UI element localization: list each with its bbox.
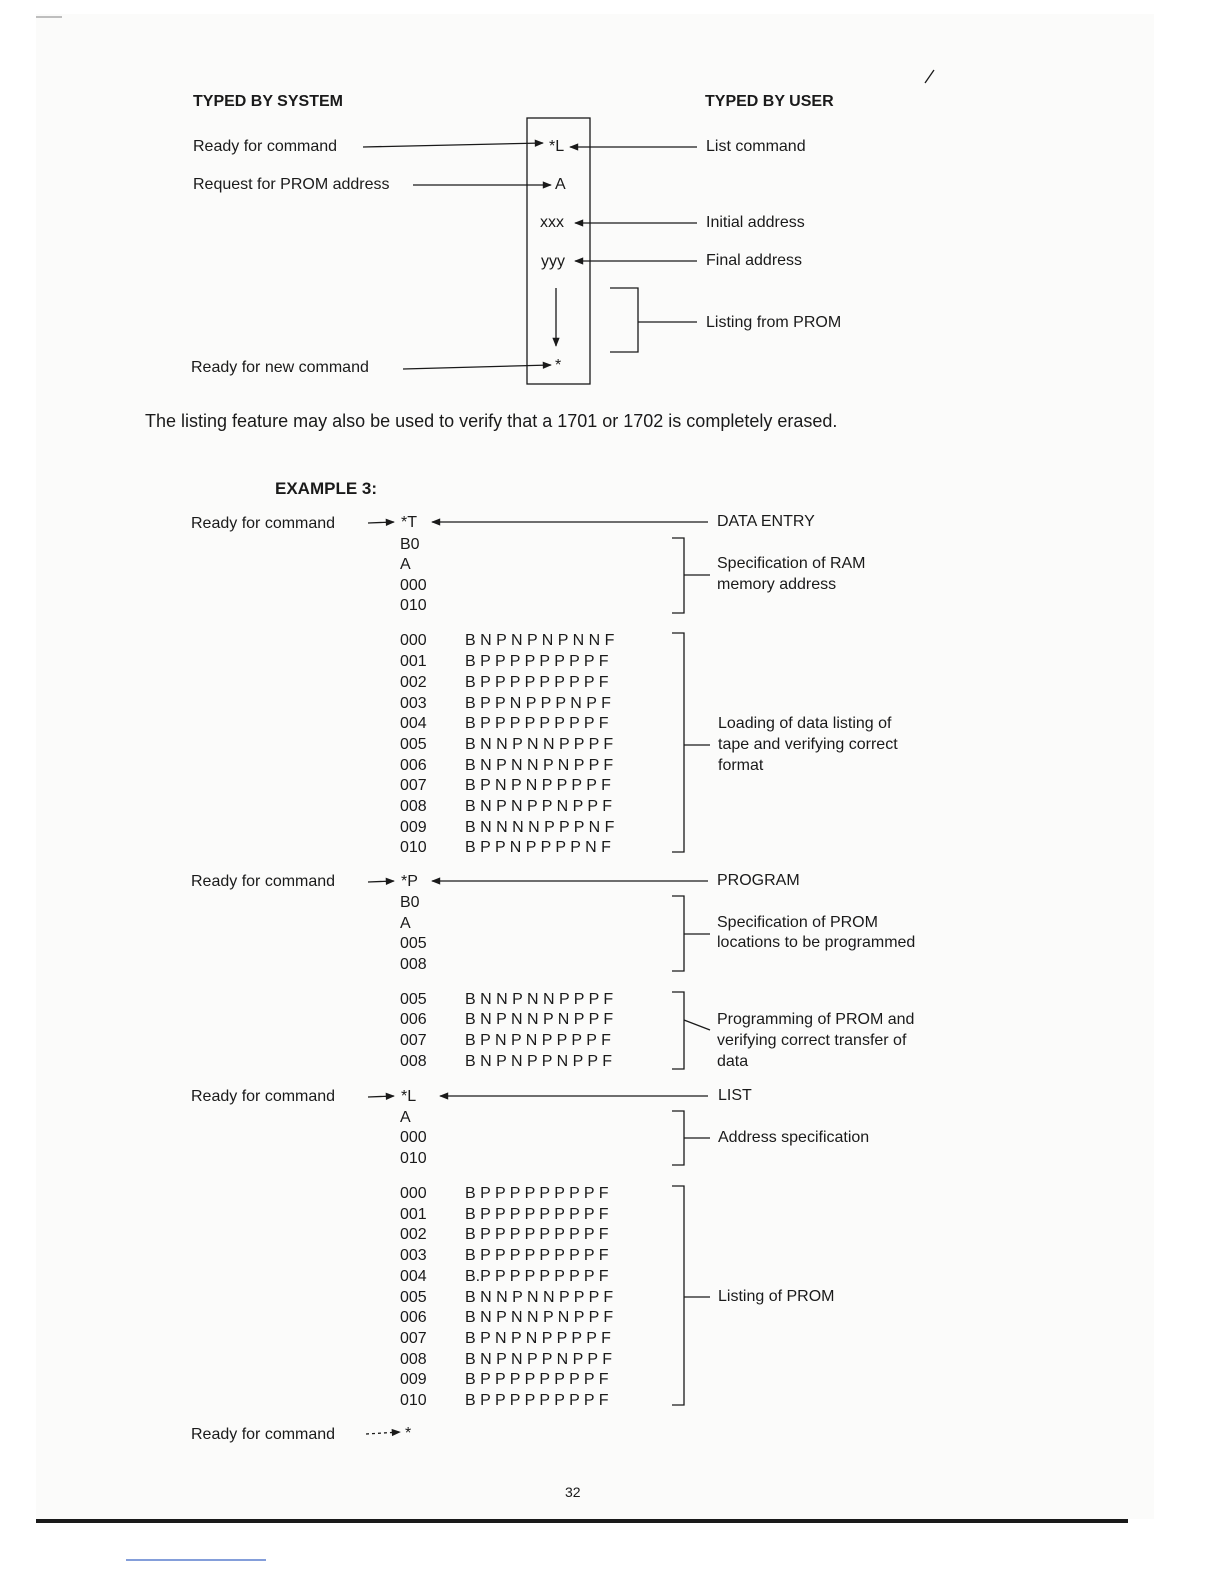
row-bits: B P P P P P P P P F bbox=[465, 653, 609, 670]
spec-line: B0 bbox=[400, 894, 420, 911]
note-ram-spec-2: memory address bbox=[717, 576, 837, 593]
row-address: 005 bbox=[400, 991, 427, 1008]
bracket-spec-1 bbox=[672, 538, 684, 613]
bracket-listing bbox=[610, 288, 638, 352]
row-bits: B N P N N P N P P F bbox=[465, 1011, 614, 1028]
row-bits: B N P N N P N P P F bbox=[465, 757, 614, 774]
spec-line: 008 bbox=[400, 956, 427, 973]
row-bits: B P P P P P P P P F bbox=[465, 1392, 609, 1409]
note-prom-spec-1: Specification of PROM bbox=[717, 914, 878, 931]
arrow-ready-2 bbox=[368, 881, 394, 882]
row-address: 003 bbox=[400, 1247, 427, 1264]
row-address: 004 bbox=[400, 1268, 427, 1285]
row-bits: B N P N P P N P P F bbox=[465, 798, 613, 815]
final-star: * bbox=[405, 1425, 412, 1442]
row-bits: B P N P N P P P P F bbox=[465, 1032, 611, 1049]
pen-tick bbox=[925, 70, 934, 83]
row-bits: B N N N N P P P N F bbox=[465, 819, 615, 836]
arrow-ready-3 bbox=[368, 1096, 394, 1097]
ready-label-2: Ready for command bbox=[191, 873, 336, 890]
note-loading-2: tape and verifying correct bbox=[718, 736, 898, 753]
page-number: 32 bbox=[565, 1484, 581, 1500]
label-final-address: Final address bbox=[706, 252, 803, 269]
col-header-user: TYPED BY USER bbox=[705, 93, 834, 110]
arrow-ready-command bbox=[363, 143, 543, 147]
command-P: *P bbox=[401, 873, 418, 890]
label-list: LIST bbox=[718, 1087, 752, 1104]
row-address: 003 bbox=[400, 695, 427, 712]
label-program: PROGRAM bbox=[717, 872, 800, 889]
note-address-spec: Address specification bbox=[718, 1129, 870, 1146]
command-box bbox=[527, 118, 590, 384]
row-address: 009 bbox=[400, 1371, 427, 1388]
row-address: 006 bbox=[400, 1011, 427, 1028]
spec-line: 005 bbox=[400, 935, 427, 952]
command-T: *T bbox=[401, 514, 417, 531]
arrow-ready-final bbox=[366, 1432, 400, 1434]
row-address: 010 bbox=[400, 1392, 427, 1409]
note-listing-prom: Listing of PROM bbox=[718, 1288, 835, 1305]
note-prom-spec-2: locations to be programmed bbox=[717, 934, 916, 951]
label-ready-new: Ready for new command bbox=[191, 359, 369, 376]
row-bits: B N N P N N P P P F bbox=[465, 1289, 614, 1306]
spec-line: A bbox=[400, 1109, 411, 1126]
row-bits: B N P N N P N P P F bbox=[465, 1309, 614, 1326]
command-L: *L bbox=[401, 1088, 417, 1105]
body-paragraph: The listing feature may also be used to verify that a 1701 or 1702 is completely erased. bbox=[145, 411, 838, 431]
row-address: 008 bbox=[400, 1053, 427, 1070]
label-ready-command: Ready for command bbox=[193, 138, 338, 155]
row-bits: B P P P P P P P P F bbox=[465, 1247, 609, 1264]
spec-line: A bbox=[400, 556, 411, 573]
row-address: 001 bbox=[400, 653, 427, 670]
line-data-2 bbox=[684, 1020, 710, 1030]
row-address: 000 bbox=[400, 1185, 427, 1202]
row-bits: B N P N P N P N N F bbox=[465, 632, 615, 649]
row-address: 006 bbox=[400, 757, 427, 774]
spec-line: 000 bbox=[400, 577, 427, 594]
note-loading-3: format bbox=[718, 757, 764, 774]
row-bits: B P P N P P P N P F bbox=[465, 695, 611, 712]
box-text-star: * bbox=[555, 357, 562, 374]
row-address: 001 bbox=[400, 1206, 427, 1223]
col-header-system: TYPED BY SYSTEM bbox=[193, 93, 343, 110]
bracket-data-2 bbox=[672, 992, 684, 1069]
row-address: 008 bbox=[400, 798, 427, 815]
note-programming-1: Programming of PROM and bbox=[717, 1011, 915, 1028]
spec-line: B0 bbox=[400, 536, 420, 553]
row-bits: B.P P P P P P P P F bbox=[465, 1268, 609, 1285]
ready-label-3: Ready for command bbox=[191, 1088, 336, 1105]
row-bits: B P P P P P P P P F bbox=[465, 1226, 609, 1243]
row-address: 004 bbox=[400, 715, 427, 732]
spec-line: 000 bbox=[400, 1129, 427, 1146]
row-address: 009 bbox=[400, 819, 427, 836]
row-address: 002 bbox=[400, 1226, 427, 1243]
row-address: 006 bbox=[400, 1309, 427, 1326]
row-bits: B P P P P P P P P F bbox=[465, 1206, 609, 1223]
label-list-command: List command bbox=[706, 138, 806, 155]
row-address: 007 bbox=[400, 1330, 427, 1347]
row-bits: B P P P P P P P P F bbox=[465, 1371, 609, 1388]
row-bits: B P N P N P P P P F bbox=[465, 777, 611, 794]
spec-line: 010 bbox=[400, 1150, 427, 1167]
box-text-xxx: xxx bbox=[540, 214, 564, 231]
row-bits: B N P N P P N P P F bbox=[465, 1351, 613, 1368]
row-address: 010 bbox=[400, 839, 427, 856]
row-bits: B P P P P P P P P F bbox=[465, 1185, 609, 1202]
row-address: 000 bbox=[400, 632, 427, 649]
row-bits: B N N P N N P P P F bbox=[465, 736, 614, 753]
ready-label-1: Ready for command bbox=[191, 515, 336, 532]
bracket-data-1 bbox=[672, 633, 684, 852]
row-address: 005 bbox=[400, 1289, 427, 1306]
ready-label-final: Ready for command bbox=[191, 1426, 336, 1443]
arrow-ready-1 bbox=[368, 522, 394, 523]
label-listing-prom: Listing from PROM bbox=[706, 314, 842, 331]
note-programming-2: verifying correct transfer of bbox=[717, 1032, 907, 1049]
spec-line: A bbox=[400, 915, 411, 932]
bracket-spec-3 bbox=[672, 1111, 684, 1165]
box-text-A: A bbox=[555, 176, 566, 193]
box-text-yyy: yyy bbox=[541, 253, 565, 270]
row-bits: B N P N P P N P P F bbox=[465, 1053, 613, 1070]
label-request-address: Request for PROM address bbox=[193, 176, 390, 193]
row-bits: B P P P P P P P P F bbox=[465, 674, 609, 691]
bracket-data-3 bbox=[672, 1186, 684, 1405]
bracket-spec-2 bbox=[672, 896, 684, 971]
row-address: 002 bbox=[400, 674, 427, 691]
note-loading-1: Loading of data listing of bbox=[718, 715, 892, 732]
row-address: 005 bbox=[400, 736, 427, 753]
row-address: 008 bbox=[400, 1351, 427, 1368]
row-address: 007 bbox=[400, 1032, 427, 1049]
row-bits: B P N P N P P P P F bbox=[465, 1330, 611, 1347]
box-text-L: *L bbox=[549, 138, 565, 155]
row-address: 007 bbox=[400, 777, 427, 794]
row-bits: B N N P N N P P P F bbox=[465, 991, 614, 1008]
spec-line: 010 bbox=[400, 597, 427, 614]
label-data-entry: DATA ENTRY bbox=[717, 513, 815, 530]
row-bits: B P P N P P P P N F bbox=[465, 839, 611, 856]
note-programming-3: data bbox=[717, 1053, 749, 1070]
arrow-ready-new bbox=[403, 365, 551, 369]
row-bits: B P P P P P P P P F bbox=[465, 715, 609, 732]
label-initial-address: Initial address bbox=[706, 214, 805, 231]
example-title: EXAMPLE 3: bbox=[275, 479, 378, 498]
note-ram-spec-1: Specification of RAM bbox=[717, 555, 866, 572]
